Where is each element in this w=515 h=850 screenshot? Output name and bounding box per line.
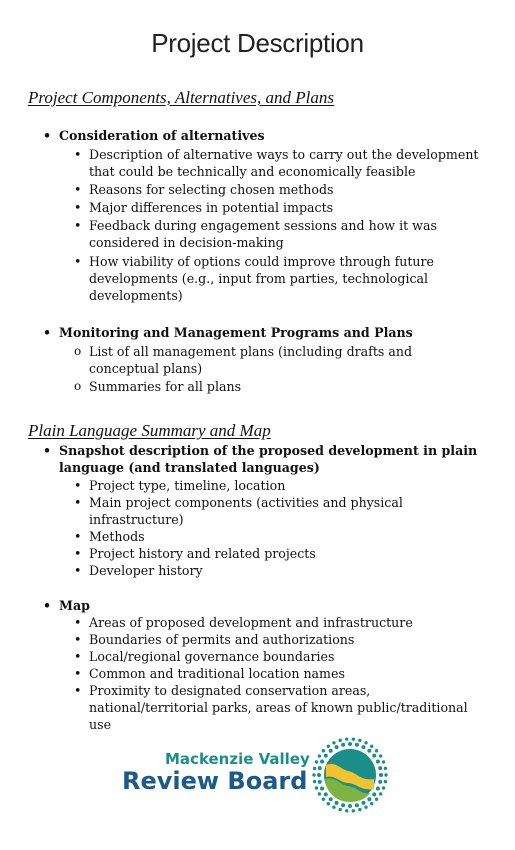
sub-list-item-text: Common and traditional location names (89, 666, 345, 681)
sub-list-item-text: Reasons for selecting chosen methods (89, 182, 334, 197)
bullet-icon: • (74, 254, 82, 269)
sub-list-item-text: Developer history (89, 563, 203, 578)
bullet-icon: • (74, 218, 82, 233)
bullet-icon: • (43, 598, 52, 613)
section-heading-plain-language: Plain Language Summary and Map (28, 421, 271, 440)
sub-list-item-text: Summaries for all plans (89, 379, 242, 394)
sub-list-item-text: How viability of options could improve through future developments (e.g., input from parties, technological developments) (89, 254, 434, 304)
sub-list-item-text: Proximity to designated conservation areas, national/territorial parks, areas of known public/traditional use (89, 683, 468, 733)
sub-list-item-text: List of all management plans (including drafts and conceptual plans) (89, 344, 413, 377)
mackenzie-river-emblem-icon (310, 735, 390, 815)
sub-list-item-text: Feedback during engagement sessions and how it was considered in decision-making (89, 218, 437, 251)
bullet-icon: • (43, 128, 52, 143)
sub-list-item-text: Project history and related projects (89, 546, 316, 561)
sub-list-item-text: Local/regional governance boundaries (89, 649, 335, 664)
bullet-icon: • (74, 182, 82, 197)
list-item-label: Monitoring and Management Programs and Plans (59, 325, 413, 340)
bullet-icon: • (74, 666, 82, 681)
bullet-icon: • (74, 495, 82, 510)
bullet-icon: • (74, 529, 82, 544)
sub-list-item-text: Areas of proposed development and infrastructure (89, 615, 413, 630)
logo-line-2: Review Board (122, 767, 308, 795)
section-heading-components: Project Components, Alternatives, and Plans (28, 88, 334, 107)
bullet-icon: • (74, 200, 82, 215)
page-title: Project Description (151, 28, 364, 58)
list-item-label: Map (59, 598, 90, 613)
list-item-label: Consideration of alternatives (59, 128, 265, 143)
sub-list-item-text: Project type, timeline, location (89, 478, 286, 493)
bullet-icon: • (74, 649, 82, 664)
bullet-icon: • (43, 325, 52, 340)
bullet-icon: • (74, 147, 82, 162)
sub-list-item-text: Major differences in potential impacts (89, 200, 334, 215)
bullet-icon: • (43, 443, 52, 458)
logo-line-1: Mackenzie Valley (165, 750, 310, 768)
bullet-icon: • (74, 632, 82, 647)
bullet-icon: • (74, 683, 82, 698)
sub-list-item-text: Methods (89, 529, 145, 544)
list-item-label: Snapshot description of the proposed development in plain language (and translated languages) (59, 443, 478, 476)
bullet-icon: • (74, 615, 82, 630)
bullet-icon: • (74, 563, 82, 578)
sub-list-item-text: Main project components (activities and physical infrastructure) (89, 495, 403, 528)
bullet-icon: • (74, 546, 82, 561)
bullet-icon: • (74, 478, 82, 493)
sub-list-item-text: Description of alternative ways to carry out the development that could be technically and economically feasible (89, 147, 479, 180)
hollow-bullet-icon: o (74, 344, 82, 358)
hollow-bullet-icon: o (74, 379, 82, 393)
sub-list-item-text: Boundaries of permits and authorizations (89, 632, 355, 647)
